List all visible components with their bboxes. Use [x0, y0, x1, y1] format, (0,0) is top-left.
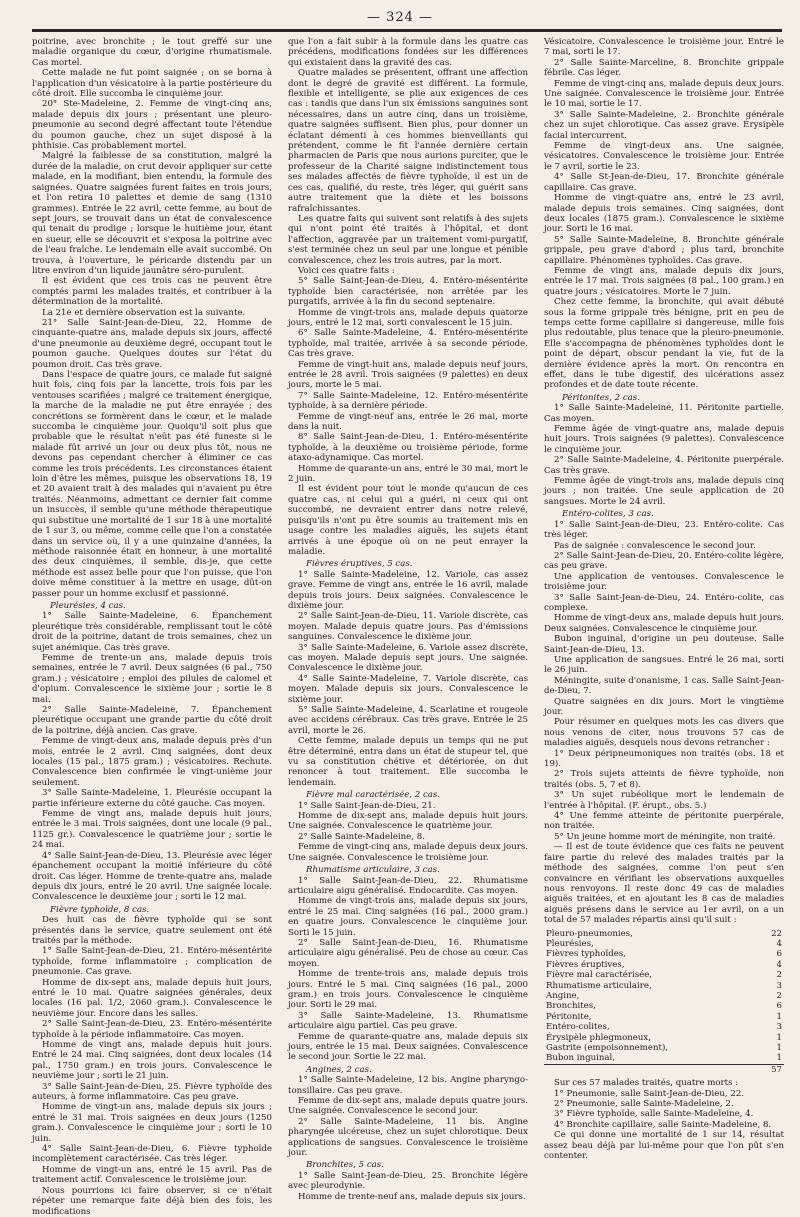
paragraph: 4° Salle Sainte-Madeleine, 7. Variole discrète, cas moyen. Malade depuis six jours. Convalescence le sixième jour.: [288, 673, 528, 705]
text-columns: [32, 37, 784, 1217]
paragraph: poitrine, avec bronchite ; le tout greffé sur une maladie organique du cœur, d'origine rhumatismale. Cas mortel.: [32, 37, 272, 68]
section-heading: Fièvre mal caractérisée, 2 cas.: [306, 790, 441, 801]
paragraph: 2° Salle Saint-Jean-de-Dieu, 11. Variole discrète, cas moyen. Malade depuis quatre jours. Pas d'émissions sanguines. Convalescence le dixième jour.: [288, 611, 528, 643]
paragraph: 3° Fièvre typhoïde, salle Sainte-Madeleine, 4.: [554, 1109, 754, 1120]
paragraph: Des huit cas de fièvre typhoïde qui se sont présentés dans le service, quatre seulement ont été traités par la méthode.: [32, 915, 272, 946]
page-number: — 324 —: [366, 9, 434, 25]
paragraph: Quatre saignées en dix jours. Mort le vingtième jour.: [544, 696, 784, 717]
paragraph: Malgré la faiblesse de sa constitution, malgré la durée de la maladie, on crut devoir appliquer sur cette malade, en la modifiant, bien entendu, la formule des saignées. Quatre saignées furent faites en trois jours, et l'on retira 10 palettes et demie de sang (1310 grammes). Entrée le 22 avril, cette femme, au bout de sept jours, se trouvait dans un état de convalescence qui tenait du prodige ; lorsque le huitième jour, étant en sueur, elle se découvrit et s'exposa la poitrine avec de l'eau fraîche. Le lendemain elle avait succombé. On trouva, à l'ouverture, le péricarde distendu par un litre environ d'un liquide jaunâtre séro-purulent.: [32, 151, 272, 276]
paragraph: 21° Salle Saint-Jean-de-Dieu, 22. Homme de cinquante-quatre ans, malade depuis six jours, affecté d'une pneumonie au deuxième degré, occupant tout le poumon gauche. Quelques doutes sur l'état du poumon droit. Cas très grave.: [32, 317, 272, 370]
paragraph: 4° Salle Saint-Jean-de-Dieu, 13. Pleurésie avec léger épanchement occupant la moitié inférieure du côté droit. Cas léger. Homme de trente-quatre ans, malade depuis dix jours, entré le 20 avril. Une saignée locale. Convalescence le deuxième jour ; sorti le 12 mai.: [32, 850, 272, 903]
tally-count: 2: [776, 990, 782, 1001]
tally-row: [544, 1033, 784, 1043]
paragraph: 1° Salle Saint-Jean-de-Dieu, 22. Rhumatisme articulaire aigu généralisé. Endocardite. Cas moyen.: [288, 875, 528, 896]
paragraph: Homme de vingt-trois ans, malade depuis six jours, entré le 25 mai. Cinq saignées (16 pal., 2000 gram.) en quatre jours. Convalescence le cinquième jour. Sorti le 15 juin.: [288, 896, 528, 938]
paragraph: 3° Salle Sainte-Madeleine, 2. Bronchite générale chez un sujet chlorotique. Cas assez grave. Érysipèle facial intercurrent.: [544, 109, 784, 141]
paragraph: 3° Salle Sainte-Madeleine, 6. Variole assez discrète, cas moyen. Malade depuis sept jours. Une saignée. Convalescence le dixième jour.: [288, 642, 528, 674]
paragraph: Femme de quarante-quatre ans, malade depuis six jours, entrée le 15 mai. Deux saignées. Convalescence le second jour. Sortie le 22 mai.: [288, 1031, 528, 1063]
paragraph: Il est évident que ces trois cas ne peuvent être comptés parmi les malades traités, et contribuer à la détermination de la mortalité.: [32, 276, 272, 308]
paragraph: 2° Salle Saint-Jean-de-Dieu, 16. Rhumatisme articulaire aigu généralisé. Peu de chose au cœur. Cas moyen.: [288, 937, 528, 969]
tally-count: 1: [776, 1032, 782, 1043]
paragraph: Chez cette femme, la bronchite, qui avait débuté sous la forme grippale très bénigne, prit en peu de temps cette forme capillaire si dangereuse, mille fois plus redoutable, plus tenace que la pleuro-pneumonie. Elle s'accompagna de phénomènes typhoïdes dont le point de départ, obscur pendant la vie, fut de la dernière évidence après la mort. On rencontra en effet, dans le tube digestif, des ulcérations assez profondes et de date toute récente.: [544, 297, 784, 391]
paragraph: 4° Salle St-Jean-de-Dieu, 17. Bronchite générale capillaire. Cas grave.: [544, 172, 784, 193]
paragraph: 2° Pneumonie, salle Sainte-Madeleine, 2.: [554, 1099, 734, 1110]
paragraph: Femme de vingt-deux ans, malade depuis près d'un mois, entrée le 2 avril. Cinq saignées, dont deux locales (15 pal., 1875 gram.) ; vésicatoires. Rechute. Convalescence bien confirmée le vingt-unième jour seulement.: [32, 736, 272, 788]
column-right-text: [544, 37, 784, 926]
section-heading: Bronchites, 5 cas.: [306, 1160, 384, 1171]
tally-count: 1: [776, 1011, 782, 1022]
column-left: [32, 37, 272, 1217]
paragraph: Sur ces 57 malades traités, quatre morts :: [554, 1078, 739, 1089]
paragraph: Il est évident pour tout le monde qu'aucun de ces quatre cas, ni celui qui a guéri, ni ceux qui ont succombé, ne devraient entrer dans notre relevé, puisqu'ils n'ont pu être soumis au traitement mis en usage contre les maladies aiguës, les sujets étant arrivés à une époque où on ne peut enrayer la maladie.: [288, 484, 528, 557]
tally-row: [544, 1022, 784, 1032]
paragraph: 7° Salle Sainte-Madeleine, 12. Entéro-mésentérite typhoïde, à sa dernière période.: [288, 390, 528, 412]
paragraph: 20° Ste-Madeleine, 2. Femme de vingt-cinq ans, malade depuis dix jours ; présentant une pleuro-pneumonie au second degré affectant toute l'étendue du poumon gauche, chez un sujet disposé à la phthisie. Cas probablement mortel.: [32, 99, 272, 152]
paragraph: Homme de dix-sept ans, malade depuis huit jours. Une saignée. Convalescence le quatrième jour.: [288, 811, 528, 832]
tally-count: 2: [776, 970, 782, 981]
column-right: [544, 37, 784, 1217]
tally-row: [544, 1053, 784, 1064]
paragraph: 2° Salle Sainte-Madeleine, 4. Péritonite puerpérale. Cas très grave.: [544, 455, 784, 476]
tally-label: Rhumatisme articulaire,: [546, 980, 652, 991]
paragraph: Quatre malades se présentent, offrant une affection dont le degré de gravité est différent. La formule, flexible et intelligente, se plie aux exigences de ces cas : tandis que dans l'un six émissions sanguines sont nécessaires, dans un autre cinq, dans un troisième, quatre saignées suffisent. Bien plus, pour donner un éclatant démenti à ces hommes bienveillants qui prétendent, comme le fit l'année dernière certain pharmacien de Paris que nous aurions purciter, que le professeur de la Charité saigne indistinctement tous ses malades affectés de fièvre typhoïde, il est un de ces cas, qualifié, du reste, très léger, qui guérit sans autre traitement que la diète et les boissons rafraîchissantes.: [288, 68, 528, 214]
tally-row: [544, 929, 784, 939]
tally-row: [544, 960, 784, 970]
paragraph: Femme de trente-un ans, malade depuis trois semaines, entrée le 7 avril. Deux saignées (6 pal., 750 gram.) ; vésicatoire ; emploi des pilules de calomel et d'opium. Convalescence le sixième jour ; sortie le 8 mai.: [32, 652, 272, 705]
tally-count: 22: [771, 928, 782, 939]
paragraph: Nous pourrions ici faire observer, si ce n'était répéter une remarque faite déjà bien des fois, les modifications: [32, 1185, 272, 1217]
paragraph: 1° Salle Saint-Jean-de-Dieu, 21. Entéro-mésentérite typhoïde, forme inflammatoire ; complication de pneumonie. Cas grave.: [32, 946, 272, 978]
paragraph: Femme de vingt ans, malade depuis huit jours, entrée le 3 mai. Trois saignées, dont une locale (9 pal., 1125 gr.). Convalescence le quatrième jour ; sortie le 24 mai.: [32, 809, 272, 851]
paragraph: que l'on a fait subir à la formule dans les quatre cas précédens, modifications fondées sur les différences qui existaient dans la gravité des cas.: [288, 37, 528, 68]
paragraph: 3° Salle Sainte-Madeleine, 1. Pleurésie occupant la partie inférieure externe du côté gauche. Cas moyen.: [32, 788, 272, 809]
paragraph: 1° Salle Sainte-Madeleine, 12. Variole, cas assez grave. Femme de vingt ans, entrée le 16 avril, malade depuis trois jours. Deux saignées. Convalescence le dixième jour.: [288, 569, 528, 611]
paragraph: Méningite, suite d'onanisme, 1 cas. Salle Saint-Jean-de-Dieu, 7.: [544, 675, 784, 697]
tally-label: Angine,: [546, 990, 580, 1001]
tally-total-row: [544, 1064, 784, 1075]
tally-label: Fièvres éruptives,: [546, 959, 625, 970]
paragraph: Cette malade ne fut point saignée ; on se borna à l'application d'un vésicatoire à la partie postérieure du côté droit. Elle succomba le cinquième jour.: [32, 68, 272, 100]
paragraph: Homme de trente-neuf ans, malade depuis six jours.: [298, 1191, 526, 1202]
tally-label: Pleuro-pneumonies,: [546, 928, 633, 939]
paragraph: 8° Salle Saint-Jean-de-Dieu, 1. Entéro-mésentérite typhoïde, à la deuxième ou troisième période, forme ataxo-adynamique. Cas mortel.: [288, 432, 528, 464]
section-heading: Péritonites, 2 cas.: [562, 392, 640, 403]
disease-tally-table: [544, 929, 784, 1076]
paragraph: 2° Salle Sainte-Madeleine, 7. Épanchement pleurétique occupant une grande partie du côté droit de la poitrine, déjà ancien. Cas grave.: [32, 705, 272, 736]
paragraph: 1° Salle Sainte-Madeleine, 12 bis. Angine pharyngo-tonsillaire. Cas peu grave.: [288, 1075, 528, 1096]
paragraph: 2° Salle Sainte-Marceline, 8. Bronchite grippale fébrile. Cas léger.: [544, 57, 784, 79]
tally-count: 6: [776, 949, 782, 960]
paragraph: 3° Salle Sainte-Madeleine, 13. Rhumatisme articulaire aigu partiel. Cas peu grave.: [288, 1010, 528, 1032]
tally-total: 57: [750, 1064, 784, 1075]
paragraph: Pas de saignée : convalescence le second jour.: [554, 540, 756, 551]
paragraph: Une application de sangsues. Entré le 26 mai, sorti le 26 juin.: [544, 654, 784, 676]
paragraph: Les quatre faits qui suivent sont relatifs à des sujets qui n'ont point été traités à l'hôpital, et dont l'affection, aggravée par un traitement vomi-purgatif, s'est terminée chez un seul par une longue et pénible convalescence, chez les trois autres, par la mort.: [288, 213, 528, 266]
tally-label: Fièvres typhoïdes,: [546, 949, 626, 960]
paragraph: 2° Trois sujets atteints de fièvre typhoïde, non traités (obs. 5, 7 et 8).: [544, 769, 784, 790]
paragraph: Homme de vingt ans, malade depuis huit jours. Entré le 24 mai. Cinq saignées, dont deux locales (14 pal., 1750 gram.) en trois jours. Convalescence le neuvième jour ; sorti le 21 juin.: [32, 1040, 272, 1082]
tally-count: 1: [776, 1043, 782, 1053]
paragraph: 5° Salle Sainte-Madeleine, 4. Scarlatine et rougeole avec accidens cérébraux. Cas très grave. Entrée le 25 avril, morte le 26.: [288, 705, 528, 736]
column-right-conclusion: [544, 1078, 784, 1161]
paragraph: 2° Salle Saint-Jean-de-Dieu, 23. Entéro-mésentérite typhoïde à la période inflammatoire. Cas moyen.: [32, 1019, 272, 1040]
paragraph: 5° Un jeune homme mort de méningite, non traité.: [554, 831, 776, 842]
paragraph: Homme de dix-sept ans, malade depuis huit jours, entré le 10 mai. Quatre saignées générales, deux locales (16 pal. 1/2, 2060 gram.). Convalescence le neuvième jour. Encore dans les salles.: [32, 977, 272, 1019]
paragraph: Une application de ventouses. Convalescence le troisième jour.: [544, 571, 784, 593]
tally-row: [544, 970, 784, 980]
tally-count: 3: [776, 980, 782, 991]
paragraph: 5° Salle Sainte-Madeleine, 8. Bronchite générale grippale, peu grave d'abord ; plus tard, bronchite capillaire. Phénomènes typhoïdes. Cas grave.: [544, 234, 784, 266]
paragraph: Dans l'espace de quatre jours, ce malade fut saigné huit fois, cinq fois par la lancette, trois fois par les ventouses scarifiées ; malgré ce traitement énergique, la marche de la maladie ne put être enrayée ; des concrétions se formèrent dans le cœur, et le malade succomba le cinquième jour. Quoiqu'il soit plus que probable que le résultat n'eût pas été funeste si le malade fût arrivé un jour ou deux plus tôt, nous ne devons pas cependant chercher à éliminer ce cas comme les trois précédents. Les circonstances étaient loin d'être les mêmes, puisque les observations 18, 19 et 20 avaient trait à des malades qui n'avaient pu être traités. Néanmoins, admettant ce dernier fait comme un insuccès, il semble qu'une méthode thérapeutique qui substitue une mortalité de 1 sur 18 à une mortalité de 1 sur 3, ou même, comme celle que l'on a constatée dans un service où, il y a une quinzaine d'années, la méthode raisonnée était en honneur, à une mortalité des deux cinquièmes, il semble, dis-je, que cette méthode est assez belle pour que l'on puisse, que l'on doive même constituer à la mettre en usage, dût-on passer pour un homme exclusif et passionné.: [32, 370, 272, 599]
paragraph: Homme de quarante-un ans, entré le 30 mai, mort le 2 juin.: [288, 463, 528, 485]
paragraph: Homme de vingt-quatre ans, entré le 23 avril, malade depuis trois semaines. Cinq saignées, dont deux locales (1875 gram.). Convalescence le sixième jour. Sorti le 16 mai.: [544, 193, 784, 235]
tally-label: Érysipèle phlegmoneux,: [546, 1032, 651, 1043]
paragraph: Femme de vingt-deux ans. Une saignée, vésicatoires. Convalescence le troisième jour. Entrée le 7 avril, sortie le 23.: [544, 141, 784, 172]
tally-row: [544, 1001, 784, 1011]
paragraph: Homme de trente-trois ans, malade depuis trois jours. Entré le 5 mai. Cinq saignées (16 pal., 2000 gram.) en trois jours. Convalescence le cinquième jour. Sorti le 29 mai.: [288, 969, 528, 1011]
paragraph: 2° Salle Sainte-Madeleine, 11 bis. Angine pharyngée ulcéreuse, chez un sujet chlorotique. Deux applications de sangsues. Convalescence le troisième jour.: [288, 1116, 528, 1159]
paragraph: Pour résumer en quelques mots les cas divers que nous venons de citer, nous trouvons 57 cas de maladies aiguës, desquels nous devons retrancher :: [544, 717, 784, 749]
paragraph: 3° Salle Saint-Jean-de-Dieu, 25. Fièvre typhoïde des auteurs, à forme inflammatoire. Cas peu grave.: [32, 1081, 272, 1103]
paragraph: Femme de vingt-neuf ans, entrée le 26 mai, morte dans la nuit.: [288, 411, 528, 433]
paragraph: 1° Pneumonie, salle Saint-Jean-de-Dieu, 22.: [554, 1088, 745, 1099]
paragraph: 2° Salle Saint-Jean-de-Dieu, 20. Entéro-colite légère, cas peu grave.: [544, 550, 784, 572]
tally-label: Bubon inguinal,: [546, 1053, 615, 1064]
paragraph: 1° Deux péripneumoniques non traités (obs. 18 et 19).: [544, 748, 784, 770]
tally-label: Fièvre mal caractérisée,: [546, 970, 653, 981]
paragraph: Femme âgée de vingt-quatre ans, malade depuis huit jours. Trois saignées (9 palettes). Convalescence le cinquième jour.: [544, 424, 784, 455]
paragraph: Vésicatoire. Convalescence le troisième jour. Entré le 7 mai, sorti le 17.: [544, 37, 784, 58]
section-heading: Fièvre typhoïde, 8 cas.: [50, 904, 150, 915]
tally-count: 6: [776, 1001, 782, 1012]
section-heading: Pleurésies, 4 cas.: [50, 600, 126, 611]
paragraph: Homme de vingt-un ans, entré le 15 avril. Pas de traitement actif. Convalescence le troisième jour.: [32, 1164, 272, 1186]
section-heading: Angines, 2 cas.: [306, 1064, 372, 1075]
paragraph: 1° Salle Saint-Jean-de-Dieu, 21.: [298, 800, 436, 811]
paragraph: 1° Salle Saint-Jean-de-Dieu, 23. Entéro-colite. Cas très léger.: [544, 519, 784, 541]
paragraph: 4° Une femme atteinte de péritonite puerpérale, non traitée.: [544, 811, 784, 832]
paragraph: 2° Salle Sainte-Madeleine, 8.: [298, 831, 425, 842]
paragraph: 5° Salle Saint-Jean-de-Dieu, 4. Entéro-mésentérite typhoïde bien caractérisée, non arrêtée par les purgatifs, arrivée à la fin du second septenaire.: [288, 276, 528, 308]
paragraph: 3° Un sujet rubéolique mort le lendemain de l'entrée à l'hôpital. (F. érupt., obs. 5.): [544, 790, 784, 811]
header-rule: [32, 29, 782, 32]
paragraph: 1° Salle Saint-Jean-de-Dieu, 25. Bronchite légère avec pleurodynie.: [288, 1170, 528, 1192]
column-middle: [288, 37, 528, 1217]
tally-label: Péritonite,: [546, 1011, 592, 1022]
tally-row: [544, 991, 784, 1001]
paragraph: Femme de vingt ans, malade depuis dix jours, entrée le 17 mai. Trois saignées (8 pal., 100 gram.) en quatre jours ; vésicatoires. Morte le 7 juin.: [544, 265, 784, 297]
tally-label: Bronchites,: [546, 1001, 596, 1012]
tally-row: [544, 949, 784, 959]
tally-count: 1: [776, 1053, 782, 1064]
paragraph: Femme de vingt-cinq ans, malade depuis deux jours. Une saignée. Convalescence le troisième jour. Entrée le 10 mai, sortie le 17.: [544, 78, 784, 110]
paragraph: Bubon inguinal, d'origine un peu douteuse. Salle Saint-Jean-de-Dieu, 13.: [544, 634, 784, 655]
paragraph: Femme âgée de vingt-trois ans, malade depuis cinq jours ; non traitée. Une seule application de 20 sangsues. Morte le 24 avril.: [544, 476, 784, 507]
paragraph: Homme de vingt-deux ans, malade depuis huit jours. Deux saignées. Convalescence le cinquième jour.: [544, 613, 784, 634]
paragraph: 3° Salle Saint-Jean-de-Dieu, 24. Entéro-colite, cas complexe.: [544, 592, 784, 613]
tally-count: 3: [776, 1022, 782, 1033]
tally-count: 4: [776, 959, 782, 970]
section-heading: Entéro-colites, 3 cas.: [562, 509, 654, 520]
paragraph: 6° Salle Sainte-Madeleine, 4. Entéro-mésentérite typhoïde, mal traitée, arrivée à sa seconde période. Cas très grave.: [288, 328, 528, 360]
tally-count: 4: [776, 938, 782, 949]
tally-label: Entéro-colites,: [546, 1022, 610, 1033]
paragraph: 4° Salle Saint-Jean-de-Dieu, 6. Fièvre typhoïde incomplètement caractérisée. Cas très léger.: [32, 1144, 272, 1165]
paragraph: La 21e et dernière observation est la suivante.: [42, 307, 246, 318]
tally-row: [544, 1012, 784, 1022]
paragraph: Femme de vingt-huit ans, malade depuis neuf jours, entrée le 28 avril. Trois saignées (9 palettes) en deux jours, morte le 5 mai.: [288, 359, 528, 391]
tally-label: Gastrite (empoisonnement),: [546, 1043, 669, 1053]
section-heading: Rhumatisme articulaire, 3 cas.: [306, 865, 440, 876]
tally-row: [544, 981, 784, 991]
paragraph: Homme de vingt-un ans, malade depuis six jours ; entré le 31 mai. Trois saignées en deux jours (1250 gram.). Convalescence le cinquième jour ; sorti le 10 juin.: [32, 1102, 272, 1144]
paragraph: 1° Salle Sainte-Madeleine, 11. Péritonite partielle. Cas moyen.: [544, 403, 784, 424]
paragraph: — Il est de toute évidence que ces faits ne peuvent faire partie du relevé des malades traités par la méthode des saignées, comme l'on peut s'en convaincre en vérifiant les observations auxquelles nous renvoyons. Il reste donc 49 cas de maladies aiguës traitées, et en ajoutant les 8 cas de maladies aiguës présens dans le service au 1er avril, on a un total de 57 malades répartis ainsi qu'il suit :: [544, 842, 784, 926]
paragraph: Cette femme, malade depuis un temps qui ne put être déterminé, entra dans un état de stupeur tel, que vu sa constitution chétive et détériorée, on dut renoncer à tout traitement. Elle succomba le lendemain.: [288, 736, 528, 788]
paragraph: 4° Bronchite capillaire, salle Sainte-Madeleine, 8.: [554, 1119, 772, 1130]
paragraph: 1° Salle Sainte-Madeleine, 6. Épanchement pleurétique très considérable, remplissant tout le côté droit de la poitrine, datant de trois semaines, chez un sujet anémique. Cas très grave.: [32, 611, 272, 653]
paragraph: Femme de vingt-cinq ans, malade depuis deux jours. Une saignée. Convalescence le troisième jour.: [288, 842, 528, 863]
tally-row: [544, 1043, 784, 1053]
section-heading: Fièvres éruptives, 5 cas.: [306, 559, 413, 570]
tally-total-spacer: [544, 1064, 750, 1075]
paragraph: Ce qui donne une mortalité de 1 sur 14, résultat assez beau déjà par lui-même pour que l'on pût s'en contenter.: [544, 1130, 784, 1162]
paragraph: Voici ces quatre faits :: [298, 265, 395, 276]
tally-row: [544, 939, 784, 949]
tally-label: Pleurésies,: [546, 938, 594, 949]
paragraph: Femme de dix-sept ans, malade depuis quatre jours. Une saignée. Convalescence le second jour.: [288, 1096, 528, 1117]
paragraph: Homme de vingt-trois ans, malade depuis quatorze jours, entré le 12 mai, sorti convalescent le 15 juin.: [288, 307, 528, 328]
